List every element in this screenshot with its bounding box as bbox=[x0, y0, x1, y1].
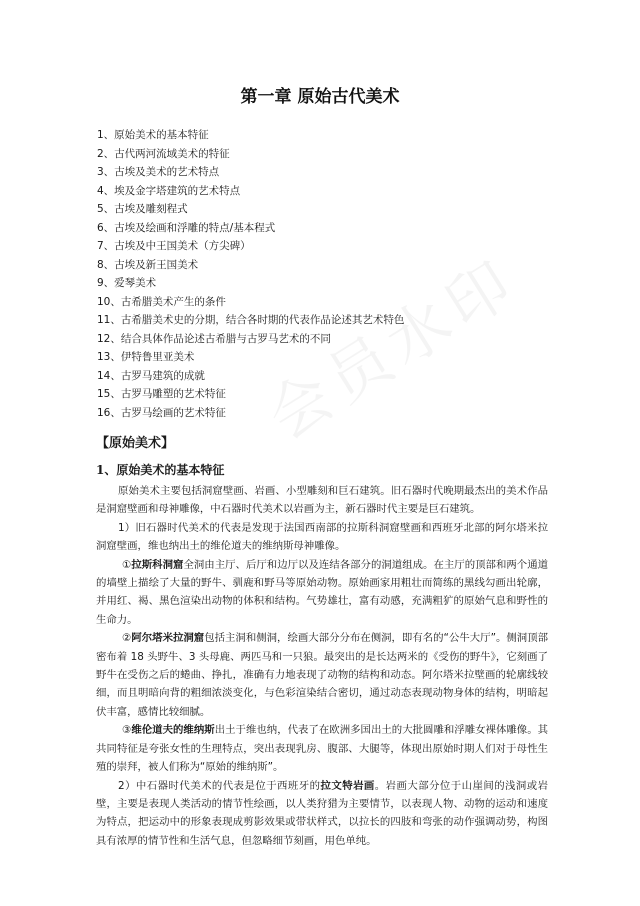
toc-item: 16、古罗马绘画的艺术特征 bbox=[97, 406, 226, 419]
paragraph-venus bbox=[96, 721, 548, 776]
page-title: 第一章 原始古代美术 bbox=[240, 87, 400, 107]
paragraph-text: 出土于维也纳，代表了在欧洲多国出土的大批圆雕和浮雕女裸体雕像。其共同特征是夸张女性的生理特点，突出表现乳房、腹部、大腿等，体现出原始时期人们对于母性生殖的崇拜，被人们称为“原始的维纳斯”。 bbox=[96, 724, 548, 774]
paragraph-text: 包括主洞和侧洞，绘画大部分分布在侧洞，即有名的“公牛大厅”。侧洞顶部密布着 18 头野牛、3 头母鹿、两匹马和一只狼。最突出的是长达两米的《受伤的野牛》，它刻画了野牛在受伤之后的蜷曲、挣扎，准确有力地表现了动物的结构和动态。阿尔塔米拉壁画的轮廓线较细，而且明暗向背的粗细浓淡变化，与色彩渲染结合密切，通过动态表现动物身体的结构，明暗起伏丰富，感情比较细腻。 bbox=[96, 632, 549, 718]
toc-item: 11、古希腊美术史的分期，结合各时期的代表作品论述其艺术特色 bbox=[97, 314, 405, 326]
toc-item: 13、伊特鲁里亚美术 bbox=[97, 351, 195, 363]
paragraph-lascaux bbox=[96, 556, 548, 630]
toc-item: 12、结合具体作品论述古希腊与古罗马艺术的不同 bbox=[97, 332, 331, 345]
paragraph-text: 。岩画大部分位于山崖间的浅洞或岩壁，主要是表现人类活动的情节性绘画，以人类狩猎为主要情节，以表现人物、动物的运动和速度为特点，把运动中的形象表现成剪影效果或带状样式，以拉长的四肢和弯张的动作强调动势，构图具有浓厚的情节性和生活气息，但忽略细节刻画，用色单纯。 bbox=[96, 779, 549, 847]
highlight-term: 阿尔塔米拉洞窟 bbox=[131, 632, 205, 645]
toc-item: 10、古希腊美术产生的条件 bbox=[97, 295, 226, 308]
toc-item: 15、古罗马雕塑的艺术特征 bbox=[97, 388, 226, 400]
body-text bbox=[96, 482, 548, 850]
paragraph-intro: 原始美术主要包括洞窟壁画、岩画、小型雕刻和巨石建筑。旧石器时代晚期最杰出的美术作品是洞窟壁画和母神雕像，中石器时代美术以岩画为主，新石器时代主要是巨石建筑。 bbox=[96, 485, 548, 516]
toc-item: 14、古罗马建筑的成就 bbox=[97, 369, 205, 382]
subsection-heading: 1、原始美术的基本特征 bbox=[96, 463, 225, 477]
paragraph-altamira bbox=[96, 629, 548, 721]
toc-item: 4、埃及金字塔建筑的艺术特点 bbox=[97, 184, 241, 197]
toc-item: 3、古埃及美术的艺术特点 bbox=[97, 166, 220, 178]
section-heading: 【原始美术】 bbox=[96, 436, 175, 451]
list-marker: ② bbox=[122, 632, 132, 645]
toc-item: 1、原始美术的基本特征 bbox=[97, 129, 209, 141]
highlight-term: 拉文特岩画 bbox=[320, 779, 375, 792]
paragraph-paleolithic: 1）旧石器时代美术的代表是发现于法国西南部的拉斯科洞窟壁画和西班牙北部的阿尔塔米拉洞窟壁画，维也纳出土的维伦道夫的维纳斯母神雕像。 bbox=[96, 521, 548, 553]
toc-item: 6、古埃及绘画和浮雕的特点/基本程式 bbox=[97, 221, 276, 234]
toc-item: 5、古埃及雕刻程式 bbox=[97, 203, 188, 215]
toc-item: 7、古埃及中王国美术（方尖碑） bbox=[97, 240, 251, 252]
list-marker: ③ bbox=[122, 724, 132, 737]
list-marker: ① bbox=[122, 558, 132, 571]
paragraph-text: 2）中石器时代美术的代表是位于西班牙的 bbox=[118, 779, 321, 792]
paragraph-text: 全洞由主厅、后厅和边厅以及连结各部分的洞道组成。在主厅的顶部和两个通道的墙壁上描绘了大量的野牛、驯鹿和野马等原始动物。原始画家用粗壮而简练的黑线勾画出轮廓，并用红、褐、黑色渲染出动物的体积和结构。气势雄壮，富有动感，充满粗犷的原始气息和野性的生命力。 bbox=[96, 558, 548, 626]
highlight-term: 拉斯科洞窟 bbox=[131, 558, 184, 571]
table-of-contents bbox=[97, 126, 404, 422]
toc-item: 8、古埃及新王国美术 bbox=[97, 258, 199, 271]
paragraph-mesolithic bbox=[96, 777, 548, 851]
highlight-term: 维伦道夫的维纳斯 bbox=[131, 724, 215, 737]
toc-item: 9、爱琴美术 bbox=[97, 277, 157, 289]
toc-item: 2、古代两河流域美术的特征 bbox=[97, 147, 230, 160]
